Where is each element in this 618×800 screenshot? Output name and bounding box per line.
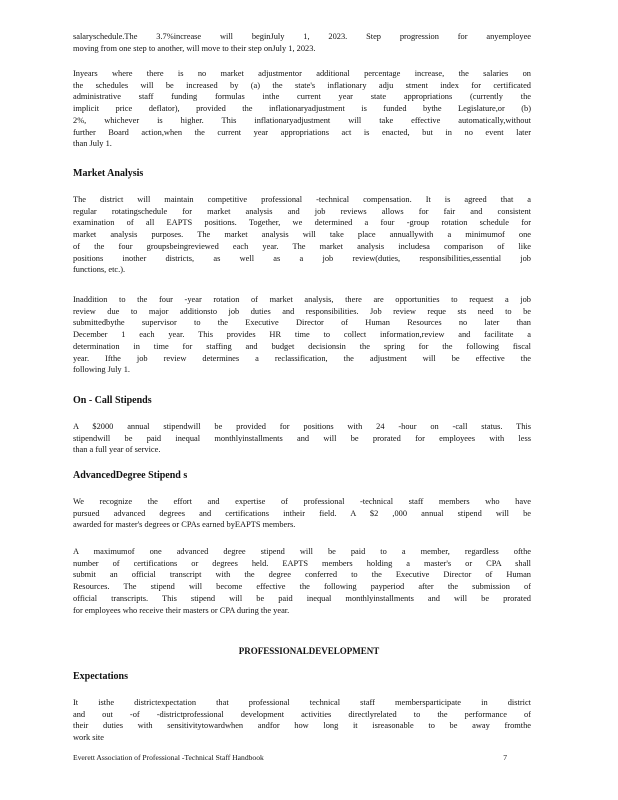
footer-title: Everett Association of Professional -Technical Staff Handbook — [73, 753, 264, 762]
text-line: work site — [73, 733, 104, 743]
text-line: their duties with sensitivitytowardwhen andfor how long it isreasonable to be away fromthe — [73, 721, 531, 731]
text-line: functions, etc.). — [73, 265, 126, 275]
text-line: awarded for master's degrees or CPAs earned byEAPTS members. — [73, 520, 296, 530]
text-line: than July 1. — [73, 139, 112, 149]
text-line: than a full year of service. — [73, 445, 161, 455]
paragraph-salary-schedule — [73, 31, 531, 54]
paragraph-market-analysis — [73, 194, 531, 276]
text-line: the schedules will be increased by (a) the state's inflationary adju stment index for certificated — [73, 80, 531, 90]
text-line: It isthe districtexpectation that professional technical staff membersparticipate in district — [73, 698, 531, 707]
paragraph-advanced-degree — [73, 496, 531, 531]
text-line: stipendwill be paid inequal monthlyinstallments and will be prorated for employees with less — [73, 433, 531, 443]
text-line: regular rotatingschedule for market analysis and job reviews allows for fair and consistent — [73, 206, 531, 216]
text-line: The district will maintain competitive professional -technical compensation. It is agreed that a — [73, 195, 531, 204]
text-line: positions inother districts, as well as a job review(duties, responsibilities,essential job — [73, 253, 531, 263]
heading-expectations: Expectations — [73, 671, 128, 682]
paragraph-inflationary-adjustment — [73, 68, 531, 150]
text-line: A maximumof one advanced degree stipend will be paid to a member, regardless ofthe — [73, 547, 531, 556]
text-line: A $2000 annual stipendwill be provided for positions with 24 -hour on -call status. This — [73, 422, 531, 431]
text-line: Resources. The stipend will become effective the following payperiod after the submission of — [73, 582, 531, 592]
heading-advanced-degree-stipends: AdvancedDegree Stipend s — [73, 470, 188, 481]
text-line: following July 1. — [73, 365, 130, 375]
text-line: Inaddition to the four -year rotation of market analysis, there are opportunities to request a job — [73, 295, 531, 304]
text-line: review due to major additionsto job duties and responsibilities. Job review reque sts need to be — [73, 306, 531, 316]
text-line: and out -of -districtprofessional development activities directlyrelated to the performance of — [73, 709, 531, 719]
text-line: submittedbythe supervisor to the Executive Director of Human Resources no later than — [73, 318, 531, 328]
paragraph-expectations — [73, 697, 531, 744]
text-line: of the four groupsbeingreviewed each year. The market analysis includesa comparison of like — [73, 241, 531, 251]
text-line: year. Ifthe job review determines a reclassification, the adjustment will be effective the — [73, 353, 531, 363]
text-line: examination of all EAPTS positions. Together, we determined a four -group rotation schedule for — [73, 218, 531, 228]
text-line: December 1 each year. This provides HR time to collect information,review and facilitate a — [73, 330, 531, 340]
text-line: further Board action,when the current year appropriations act is enacted, but in no event later — [73, 127, 531, 137]
text-line: 2%, whichever is higher. This inflationaryadjustment will take effective automatically,without — [73, 115, 531, 125]
text-line: for employees who receive their masters or CPA during the year. — [73, 605, 290, 615]
paragraph-stipend-rules — [73, 546, 531, 616]
text-line: pursued advanced degrees and certifications intheir field. A $2 ,000 annual stipend will be — [73, 508, 531, 518]
text-line: moving from one step to another, will move to their step onJuly 1, 2023. — [73, 43, 316, 53]
text-line: number of certifications or degrees held. EAPTS members holding a master's or CPA shall — [73, 558, 531, 568]
text-line: official transcripts. This stipend will be paid inequal monthlyinstallments and will be prorated — [73, 593, 531, 603]
paragraph-job-review — [73, 294, 531, 376]
text-line: We recognize the effort and expertise of professional -technical staff members who have — [73, 497, 531, 506]
text-line: Inyears where there is no market adjustmentor additional percentage increase, the salaries on — [73, 69, 531, 78]
page-footer — [73, 753, 507, 763]
text-line: administrative staff funding formulas inthe current year state appropriations (currently the — [73, 92, 531, 102]
text-line: salaryschedule.The 3.7%increase will beginJuly 1, 2023. Step progression for anyemployee — [73, 32, 531, 41]
text-line: determination in time for staffing and budget decisionsin the spring for the following fiscal — [73, 341, 531, 351]
heading-market-analysis: Market Analysis — [73, 168, 144, 179]
text-line: submit an official transcript with the degree conferred to the Executive Director of Human — [73, 570, 531, 580]
heading-on-call-stipends: On - Call Stipends — [73, 395, 152, 406]
text-line: implicit price deflator), provided the inflationaryadjustment is funded bythe Legislature,or (b) — [73, 104, 531, 114]
text-line: market analysis purposes. The market analysis will take place annuallywith a minimumof one — [73, 230, 531, 240]
section-title-professional-development: PROFESSIONALDEVELOPMENT — [238, 646, 380, 656]
page-number: 7 — [503, 753, 507, 762]
paragraph-on-call — [73, 421, 531, 456]
